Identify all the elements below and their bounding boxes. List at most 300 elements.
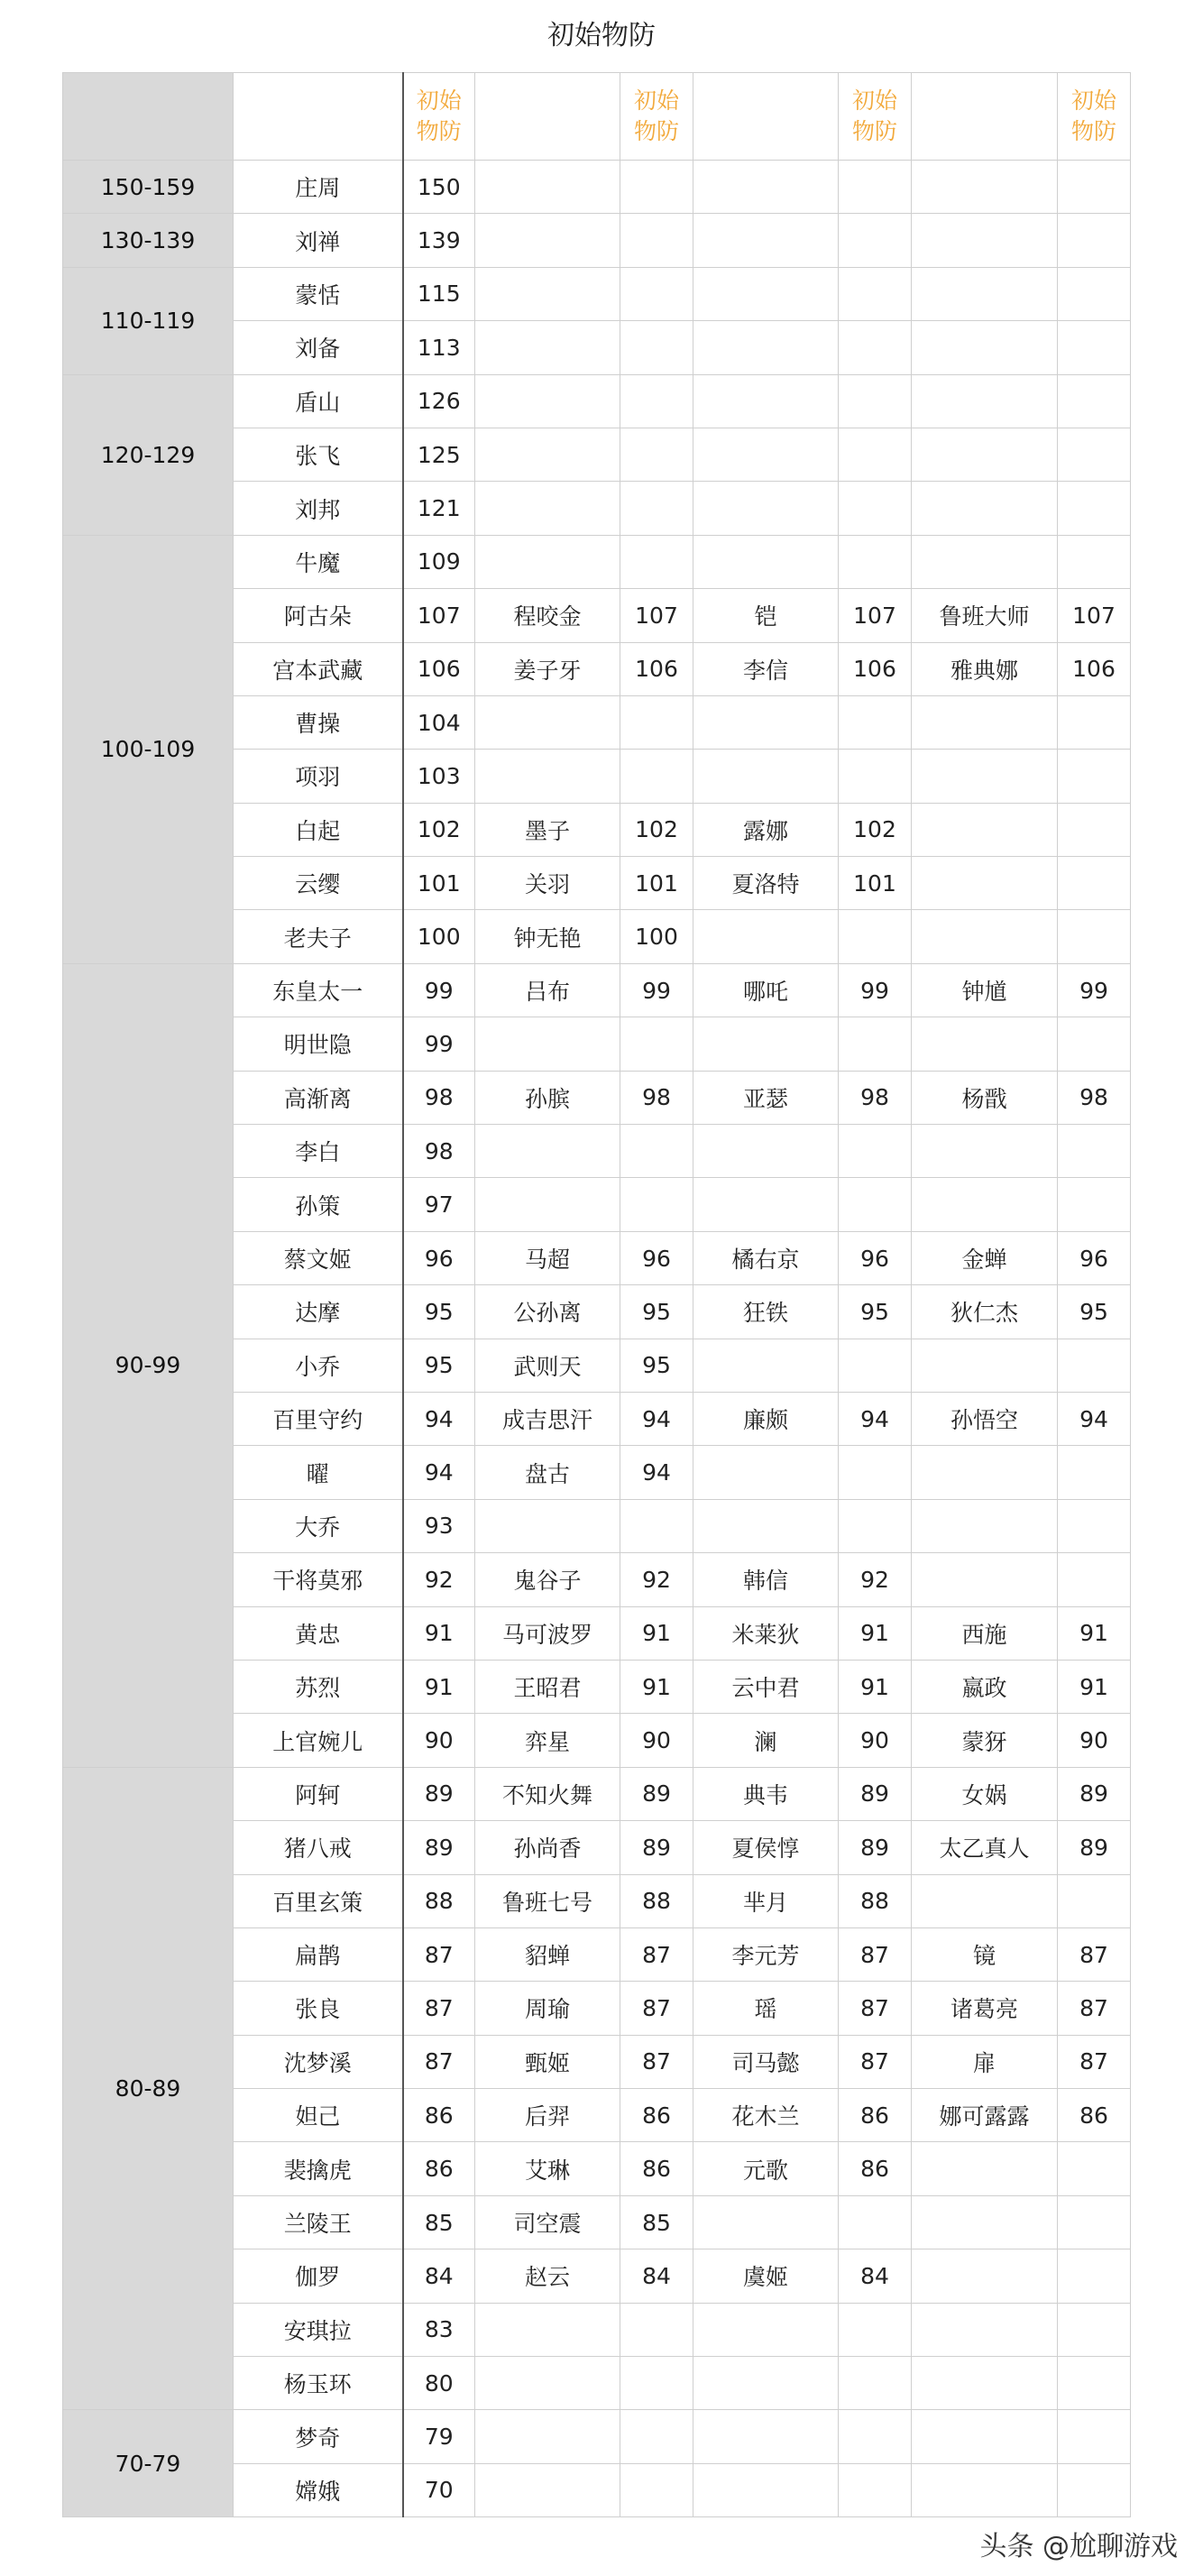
hero-name: 大乔 <box>234 1499 403 1552</box>
hero-name: 虞姬 <box>693 2249 839 2303</box>
hero-defense-value <box>1058 750 1131 803</box>
hero-defense-value <box>620 2357 693 2410</box>
table-body <box>63 161 1131 2517</box>
hero-name <box>475 267 620 320</box>
hero-defense-value: 87 <box>1058 2035 1131 2088</box>
hero-name: 赵云 <box>475 2249 620 2303</box>
hero-defense-value: 102 <box>620 803 693 856</box>
header-name-cell <box>912 73 1058 161</box>
hero-defense-value: 87 <box>839 2035 912 2088</box>
hero-name <box>693 1499 839 1552</box>
hero-defense-value <box>1058 1178 1131 1231</box>
hero-name <box>912 750 1058 803</box>
hero-defense-value: 79 <box>403 2410 475 2463</box>
header-defense-text: 初始 物防 <box>633 87 679 144</box>
hero-name: 杨戬 <box>912 1071 1058 1124</box>
hero-defense-value <box>1058 910 1131 963</box>
hero-defense-value <box>839 321 912 374</box>
hero-name: 鬼谷子 <box>475 1553 620 1606</box>
hero-name: 干将莫邪 <box>234 1553 403 1606</box>
hero-defense-value <box>839 267 912 320</box>
hero-name: 米莱狄 <box>693 1606 839 1660</box>
hero-name: 百里玄策 <box>234 1874 403 1927</box>
hero-defense-value: 94 <box>620 1446 693 1499</box>
hero-name <box>475 750 620 803</box>
hero-name: 花木兰 <box>693 2089 839 2142</box>
hero-defense-value: 99 <box>620 963 693 1017</box>
hero-defense-value: 91 <box>403 1660 475 1713</box>
hero-defense-value: 86 <box>403 2089 475 2142</box>
hero-name: 张飞 <box>234 428 403 481</box>
hero-defense-value: 99 <box>1058 963 1131 1017</box>
table-row <box>63 161 1131 214</box>
hero-defense-value: 94 <box>620 1392 693 1445</box>
hero-name <box>912 857 1058 910</box>
hero-name: 貂蝉 <box>475 1927 620 1981</box>
hero-defense-value <box>839 214 912 267</box>
hero-name: 孙策 <box>234 1178 403 1231</box>
hero-defense-value: 93 <box>403 1499 475 1552</box>
hero-defense-value: 91 <box>1058 1606 1131 1660</box>
hero-name: 夏侯惇 <box>693 1821 839 1874</box>
hero-name: 盘古 <box>475 1446 620 1499</box>
hero-defense-value <box>1058 1125 1131 1178</box>
hero-defense-value: 91 <box>620 1606 693 1660</box>
hero-name: 元歌 <box>693 2142 839 2195</box>
hero-name: 橘右京 <box>693 1231 839 1284</box>
hero-defense-value <box>839 2195 912 2249</box>
hero-defense-value <box>1058 1446 1131 1499</box>
hero-defense-value: 87 <box>839 1927 912 1981</box>
range-label: 120-129 <box>63 374 234 535</box>
hero-name: 妲己 <box>234 2089 403 2142</box>
range-label: 150-159 <box>63 161 234 214</box>
hero-name: 达摩 <box>234 1285 403 1339</box>
hero-defense-value <box>1058 482 1131 535</box>
hero-defense-value: 87 <box>403 1927 475 1981</box>
hero-defense-value <box>1058 2195 1131 2249</box>
hero-defense-value <box>1058 267 1131 320</box>
hero-name: 刘备 <box>234 321 403 374</box>
hero-defense-value: 97 <box>403 1178 475 1231</box>
hero-name <box>475 695 620 749</box>
hero-defense-value: 87 <box>1058 1927 1131 1981</box>
hero-name: 扁鹊 <box>234 1927 403 1981</box>
hero-name: 成吉思汗 <box>475 1392 620 1445</box>
hero-defense-value <box>839 482 912 535</box>
hero-defense-value <box>620 1178 693 1231</box>
header-name-cell <box>475 73 620 161</box>
hero-defense-value <box>1058 1017 1131 1071</box>
hero-defense-value <box>839 374 912 428</box>
hero-name: 白起 <box>234 803 403 856</box>
hero-defense-value <box>1058 2303 1131 2356</box>
hero-name: 吕布 <box>475 963 620 1017</box>
header-defense-text: 初始 物防 <box>416 87 462 144</box>
hero-name: 雅典娜 <box>912 642 1058 695</box>
hero-defense-value <box>1058 2142 1131 2195</box>
hero-defense-value: 92 <box>839 1553 912 1606</box>
defense-table <box>62 72 1131 2517</box>
hero-name: 公孙离 <box>475 1285 620 1339</box>
table-row <box>63 267 1131 320</box>
hero-name: 刘禅 <box>234 214 403 267</box>
hero-defense-value <box>1058 1339 1131 1392</box>
hero-defense-value <box>1058 321 1131 374</box>
hero-name <box>693 2463 839 2516</box>
hero-defense-value <box>620 374 693 428</box>
hero-name: 弈星 <box>475 1714 620 1767</box>
hero-defense-value <box>620 214 693 267</box>
header-row <box>63 73 1131 161</box>
hero-name <box>912 1125 1058 1178</box>
hero-defense-value: 104 <box>403 695 475 749</box>
range-label: 130-139 <box>63 214 234 267</box>
hero-defense-value: 86 <box>620 2142 693 2195</box>
hero-name: 百里守约 <box>234 1392 403 1445</box>
hero-name: 上官婉儿 <box>234 1714 403 1767</box>
hero-defense-value <box>839 750 912 803</box>
hero-name <box>693 2357 839 2410</box>
hero-name <box>475 1499 620 1552</box>
hero-defense-value: 91 <box>839 1660 912 1713</box>
hero-defense-value: 84 <box>839 2249 912 2303</box>
hero-defense-value <box>620 750 693 803</box>
hero-name <box>475 161 620 214</box>
hero-defense-value <box>839 1446 912 1499</box>
hero-name: 牛魔 <box>234 535 403 588</box>
hero-defense-value: 87 <box>620 1927 693 1981</box>
hero-name: 甄姬 <box>475 2035 620 2088</box>
hero-defense-value: 101 <box>839 857 912 910</box>
header-defense-text: 初始 物防 <box>851 87 897 144</box>
hero-defense-value: 95 <box>1058 1285 1131 1339</box>
hero-name <box>912 214 1058 267</box>
hero-defense-value <box>620 482 693 535</box>
hero-defense-value: 98 <box>403 1071 475 1124</box>
range-label: 90-99 <box>63 963 234 1767</box>
hero-defense-value: 86 <box>839 2142 912 2195</box>
hero-defense-value <box>839 535 912 588</box>
hero-name: 李白 <box>234 1125 403 1178</box>
header-name-cell <box>693 73 839 161</box>
hero-defense-value: 96 <box>403 1231 475 1284</box>
hero-defense-value <box>620 1017 693 1071</box>
hero-defense-value <box>839 910 912 963</box>
table-row <box>63 2410 1131 2463</box>
hero-defense-value <box>620 2463 693 2516</box>
hero-defense-value: 89 <box>1058 1767 1131 1820</box>
hero-name: 庄周 <box>234 161 403 214</box>
hero-defense-value: 109 <box>403 535 475 588</box>
hero-defense-value: 85 <box>620 2195 693 2249</box>
hero-name: 阿轲 <box>234 1767 403 1820</box>
hero-name <box>912 321 1058 374</box>
hero-defense-value: 101 <box>620 857 693 910</box>
hero-defense-value <box>1058 857 1131 910</box>
hero-name <box>912 803 1058 856</box>
hero-defense-value <box>1058 2410 1131 2463</box>
hero-defense-value: 107 <box>1058 589 1131 642</box>
hero-defense-value: 99 <box>839 963 912 1017</box>
hero-defense-value <box>839 1339 912 1392</box>
hero-defense-value: 86 <box>839 2089 912 2142</box>
hero-name <box>912 535 1058 588</box>
hero-name: 杨玉环 <box>234 2357 403 2410</box>
hero-defense-value <box>620 1499 693 1552</box>
hero-name: 苏烈 <box>234 1660 403 1713</box>
hero-defense-value: 89 <box>839 1767 912 1820</box>
hero-name: 女娲 <box>912 1767 1058 1820</box>
hero-name: 太乙真人 <box>912 1821 1058 1874</box>
hero-name <box>475 2463 620 2516</box>
hero-name: 武则天 <box>475 1339 620 1392</box>
hero-name <box>912 1874 1058 1927</box>
hero-name <box>693 374 839 428</box>
hero-defense-value <box>620 428 693 481</box>
hero-name: 镜 <box>912 1927 1058 1981</box>
hero-name: 钟无艳 <box>475 910 620 963</box>
hero-name: 程咬金 <box>475 589 620 642</box>
hero-defense-value: 90 <box>839 1714 912 1767</box>
hero-defense-value: 95 <box>403 1285 475 1339</box>
hero-name <box>475 482 620 535</box>
hero-name <box>475 535 620 588</box>
hero-name: 司空震 <box>475 2195 620 2249</box>
hero-name <box>912 1017 1058 1071</box>
hero-defense-value <box>1058 2463 1131 2516</box>
watermark: 头条 @尬聊游戏 <box>979 2531 1178 2562</box>
hero-defense-value: 88 <box>839 1874 912 1927</box>
hero-name: 墨子 <box>475 803 620 856</box>
hero-defense-value: 85 <box>403 2195 475 2249</box>
hero-defense-value: 99 <box>403 1017 475 1071</box>
hero-defense-value: 92 <box>403 1553 475 1606</box>
hero-name <box>475 428 620 481</box>
hero-name <box>693 535 839 588</box>
hero-name: 廉颇 <box>693 1392 839 1445</box>
header-defense-label <box>403 73 475 161</box>
hero-name <box>475 1017 620 1071</box>
hero-defense-value <box>839 1499 912 1552</box>
hero-defense-value: 91 <box>620 1660 693 1713</box>
hero-defense-value: 99 <box>403 963 475 1017</box>
hero-defense-value <box>620 2410 693 2463</box>
hero-defense-value: 90 <box>403 1714 475 1767</box>
hero-defense-value: 90 <box>1058 1714 1131 1767</box>
hero-name <box>693 1178 839 1231</box>
hero-defense-value <box>839 2357 912 2410</box>
header-name-cell <box>234 73 403 161</box>
hero-defense-value: 106 <box>403 642 475 695</box>
range-label: 110-119 <box>63 267 234 374</box>
hero-name: 钟馗 <box>912 963 1058 1017</box>
hero-name <box>693 750 839 803</box>
hero-defense-value <box>1058 535 1131 588</box>
hero-name: 黄忠 <box>234 1606 403 1660</box>
hero-name: 蒙恬 <box>234 267 403 320</box>
hero-name <box>912 1553 1058 1606</box>
hero-name <box>912 374 1058 428</box>
hero-defense-value: 91 <box>1058 1660 1131 1713</box>
hero-name: 沈梦溪 <box>234 2035 403 2088</box>
hero-name <box>475 1125 620 1178</box>
hero-defense-value: 80 <box>403 2357 475 2410</box>
hero-name: 云缨 <box>234 857 403 910</box>
hero-defense-value: 87 <box>1058 1982 1131 2035</box>
hero-name: 周瑜 <box>475 1982 620 2035</box>
hero-defense-value: 87 <box>620 2035 693 2088</box>
hero-defense-value <box>839 1125 912 1178</box>
hero-name: 猪八戒 <box>234 1821 403 1874</box>
hero-name: 蒙犽 <box>912 1714 1058 1767</box>
hero-name: 东皇太一 <box>234 963 403 1017</box>
hero-defense-value: 98 <box>620 1071 693 1124</box>
hero-name: 关羽 <box>475 857 620 910</box>
hero-name: 诸葛亮 <box>912 1982 1058 2035</box>
hero-defense-value <box>1058 1874 1131 1927</box>
hero-name: 狄仁杰 <box>912 1285 1058 1339</box>
hero-name <box>912 482 1058 535</box>
table-row <box>63 374 1131 428</box>
hero-defense-value <box>620 535 693 588</box>
header-defense-label <box>620 73 693 161</box>
hero-defense-value: 94 <box>403 1392 475 1445</box>
hero-name <box>693 482 839 535</box>
hero-name: 项羽 <box>234 750 403 803</box>
hero-defense-value: 115 <box>403 267 475 320</box>
hero-name <box>912 1499 1058 1552</box>
hero-defense-value: 102 <box>839 803 912 856</box>
header-defense-label <box>839 73 912 161</box>
hero-name: 王昭君 <box>475 1660 620 1713</box>
hero-defense-value: 121 <box>403 482 475 535</box>
hero-defense-value <box>1058 214 1131 267</box>
table-row <box>63 214 1131 267</box>
range-label: 100-109 <box>63 535 234 963</box>
hero-name: 梦奇 <box>234 2410 403 2463</box>
hero-name <box>693 1017 839 1071</box>
hero-name: 宫本武藏 <box>234 642 403 695</box>
header-defense-label <box>1058 73 1131 161</box>
page-title: 初始物防 <box>547 20 656 51</box>
hero-defense-value: 107 <box>839 589 912 642</box>
hero-defense-value: 87 <box>620 1982 693 2035</box>
hero-name: 韩信 <box>693 1553 839 1606</box>
hero-defense-value: 86 <box>1058 2089 1131 2142</box>
hero-defense-value: 89 <box>839 1821 912 1874</box>
hero-name: 曜 <box>234 1446 403 1499</box>
hero-defense-value <box>839 2463 912 2516</box>
table-row <box>63 1767 1131 1820</box>
hero-name: 兰陵王 <box>234 2195 403 2249</box>
hero-name <box>693 214 839 267</box>
hero-name: 刘邦 <box>234 482 403 535</box>
hero-defense-value: 70 <box>403 2463 475 2516</box>
hero-defense-value: 106 <box>839 642 912 695</box>
hero-name <box>912 2463 1058 2516</box>
hero-defense-value: 89 <box>403 1767 475 1820</box>
hero-defense-value <box>839 695 912 749</box>
hero-defense-value <box>620 1125 693 1178</box>
hero-name: 金蝉 <box>912 1231 1058 1284</box>
hero-defense-value <box>1058 1553 1131 1606</box>
hero-defense-value: 91 <box>839 1606 912 1660</box>
hero-defense-value: 95 <box>620 1285 693 1339</box>
hero-name: 露娜 <box>693 803 839 856</box>
hero-name: 狂铁 <box>693 1285 839 1339</box>
hero-name: 嫦娥 <box>234 2463 403 2516</box>
hero-name: 西施 <box>912 1606 1058 1660</box>
hero-defense-value: 90 <box>620 1714 693 1767</box>
hero-name: 哪吒 <box>693 963 839 1017</box>
hero-defense-value: 91 <box>403 1606 475 1660</box>
hero-name: 马超 <box>475 1231 620 1284</box>
hero-defense-value <box>1058 428 1131 481</box>
hero-name <box>693 161 839 214</box>
hero-name: 裴擒虎 <box>234 2142 403 2195</box>
hero-name <box>912 910 1058 963</box>
hero-defense-value <box>1058 695 1131 749</box>
hero-defense-value: 88 <box>403 1874 475 1927</box>
hero-name: 嬴政 <box>912 1660 1058 1713</box>
hero-defense-value: 96 <box>1058 1231 1131 1284</box>
hero-name: 明世隐 <box>234 1017 403 1071</box>
hero-name <box>693 428 839 481</box>
hero-defense-value: 95 <box>839 1285 912 1339</box>
hero-defense-value: 94 <box>839 1392 912 1445</box>
hero-name: 李元芳 <box>693 1927 839 1981</box>
hero-defense-value: 87 <box>839 1982 912 2035</box>
hero-name: 司马懿 <box>693 2035 839 2088</box>
hero-defense-value: 87 <box>403 2035 475 2088</box>
hero-defense-value <box>620 321 693 374</box>
hero-defense-value: 100 <box>403 910 475 963</box>
hero-name <box>475 2410 620 2463</box>
hero-name: 娜可露露 <box>912 2089 1058 2142</box>
hero-defense-value: 87 <box>403 1982 475 2035</box>
hero-name: 澜 <box>693 1714 839 1767</box>
hero-name <box>693 267 839 320</box>
hero-defense-value: 92 <box>620 1553 693 1606</box>
hero-name <box>475 321 620 374</box>
hero-name: 云中君 <box>693 1660 839 1713</box>
hero-name: 李信 <box>693 642 839 695</box>
hero-defense-value <box>620 267 693 320</box>
hero-name: 伽罗 <box>234 2249 403 2303</box>
hero-defense-value: 113 <box>403 321 475 374</box>
hero-defense-value: 98 <box>839 1071 912 1124</box>
hero-name <box>912 2357 1058 2410</box>
hero-name: 孙悟空 <box>912 1392 1058 1445</box>
hero-defense-value <box>839 428 912 481</box>
hero-defense-value <box>1058 803 1131 856</box>
hero-defense-value: 139 <box>403 214 475 267</box>
hero-name: 曹操 <box>234 695 403 749</box>
hero-name <box>693 695 839 749</box>
hero-defense-value <box>620 161 693 214</box>
hero-name <box>693 2303 839 2356</box>
hero-defense-value <box>839 1178 912 1231</box>
hero-name: 老夫子 <box>234 910 403 963</box>
hero-name <box>475 214 620 267</box>
hero-name <box>912 1339 1058 1392</box>
hero-name <box>912 1446 1058 1499</box>
hero-defense-value: 96 <box>620 1231 693 1284</box>
hero-defense-value: 106 <box>1058 642 1131 695</box>
header-defense-text: 初始 物防 <box>1070 87 1116 144</box>
hero-defense-value <box>839 1017 912 1071</box>
